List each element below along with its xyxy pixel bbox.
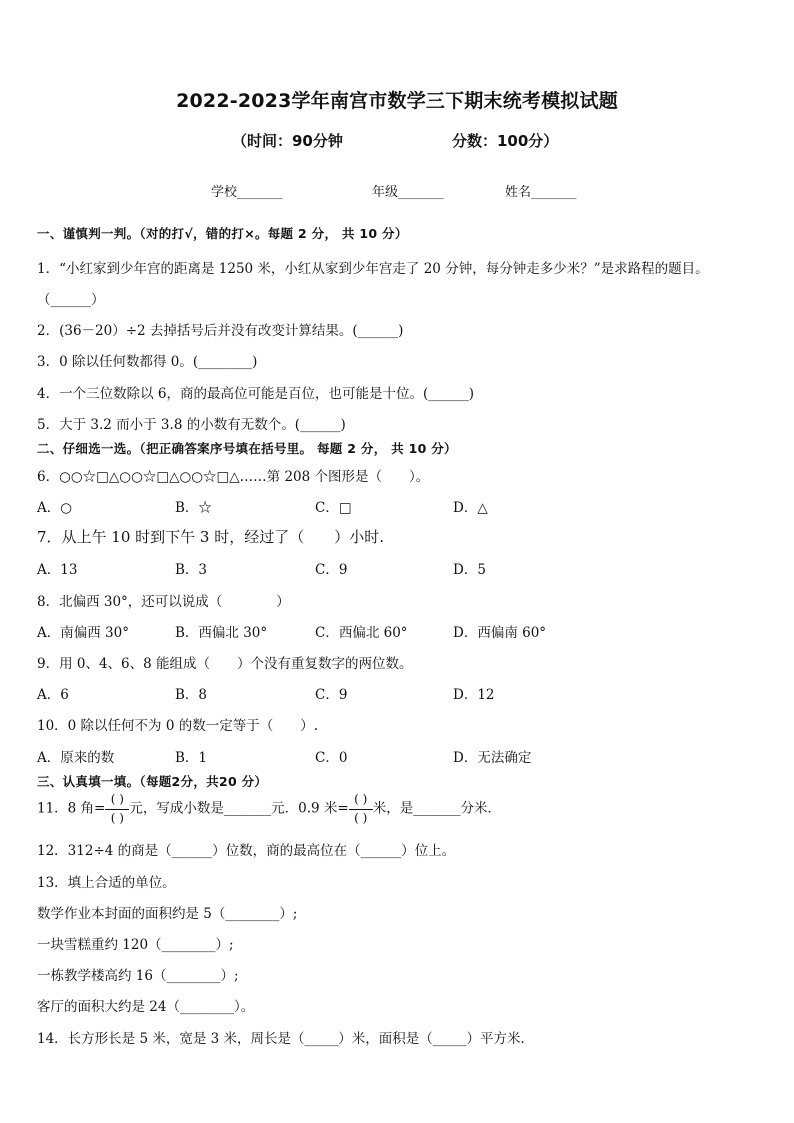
fraction-numerator: ( ): [110, 792, 124, 806]
q7-option-d: D．5: [453, 562, 486, 578]
section-1-heading: 一、谨慎判一判。（对的打√，错的打×。每题 2 分， 共 10 分）: [37, 226, 408, 241]
q9-option-a: A．6: [37, 687, 69, 703]
time-label: （时间：90分钟: [232, 132, 343, 150]
q10-option-b: B．1: [175, 750, 208, 766]
question-3: 3．0 除以任何数都得 0。(________): [37, 354, 258, 370]
fraction-denominator: ( ): [110, 811, 124, 825]
fraction-numerator: ( ): [354, 792, 368, 806]
q11-prefix: 11．8 角=: [37, 800, 106, 817]
school-field: 学校_______: [211, 185, 283, 200]
question-13c: 一栋教学楼高约 16（________）;: [37, 968, 239, 984]
fraction-bar: [105, 809, 129, 810]
q7-option-c: C．9: [315, 562, 348, 578]
question-13a: 数学作业本封面的面积约是 5（________）;: [37, 906, 298, 922]
question-1-blank: （______）: [37, 292, 105, 308]
page-title: 2022-2023学年南宫市数学三下期末统考模拟试题: [176, 90, 618, 112]
q11-fraction-1: [105, 792, 129, 826]
grade-field: 年级_______: [372, 185, 444, 200]
q11-fraction-2: [349, 792, 373, 826]
q9-option-c: C．9: [315, 687, 348, 703]
q10-option-a: A．原来的数: [37, 750, 115, 766]
question-8: 8．北偏西 30°，还可以说成（ ）: [37, 594, 290, 610]
question-13d: 客厅的面积大约是 24（________）。: [37, 999, 255, 1015]
q11-suffix: 米，是_______分米．: [372, 800, 501, 817]
question-7: 7．从上午 10 时到下午 3 时，经过了（ ）小时.: [37, 528, 385, 546]
q6-option-c: C．□: [315, 500, 352, 516]
q7-option-a: A．13: [37, 562, 78, 578]
fraction-bar: [349, 809, 373, 810]
question-14: 14．长方形长是 5 米，宽是 3 米，周长是（_____）米，面积是（_____）平方米．: [37, 1031, 535, 1047]
question-6: 6．○○☆□△○○☆□△○○☆□△……第 208 个图形是（ ）。: [37, 469, 430, 485]
q10-option-d: D．无法确定: [453, 750, 532, 766]
question-4: 4．一个三位数除以 6，商的最高位可能是百位，也可能是十位。(______): [37, 386, 475, 402]
q8-option-a: A．南偏西 30°: [37, 625, 129, 641]
section-2-heading: 二、仔细选一选。（把正确答案序号填在括号里。 每题 2 分， 共 10 分）: [37, 441, 457, 456]
section-3-heading: 三、认真填一填。（每题2分，共20 分）: [37, 774, 268, 789]
question-11: [37, 792, 501, 826]
q9-option-d: D．12: [453, 687, 495, 703]
q9-option-b: B．8: [175, 687, 208, 703]
fraction-denominator: ( ): [354, 811, 368, 825]
q8-option-b: B．西偏北 30°: [175, 625, 268, 641]
q6-option-b: B．☆: [175, 500, 212, 516]
question-9: 9．用 0、4、6、8 能组成（ ）个没有重复数字的两位数。: [37, 656, 413, 672]
q11-middle: 元，写成小数是_______元．0.9 米=: [129, 800, 349, 817]
q10-option-c: C．0: [315, 750, 348, 766]
question-1: 1．“小红家到少年宫的距离是 1250 米，小红从家到少年宫走了 20 分钟，每分钟走多少米？”是求路程的题目。: [37, 261, 709, 277]
question-2: 2．(36－20）÷2 去掉括号后并没有改变计算结果。(______): [37, 323, 404, 339]
question-13: 13．填上合适的单位。: [37, 875, 176, 891]
question-5: 5．大于 3.2 而小于 3.8 的小数有无数个。(______): [37, 417, 346, 433]
q8-option-d: D．西偏南 60°: [453, 625, 547, 641]
name-field: 姓名_______: [505, 185, 577, 200]
q8-option-c: C．西偏北 60°: [315, 625, 408, 641]
q6-option-d: D．△: [453, 500, 488, 516]
question-13b: 一块雪糕重约 120（________）;: [37, 937, 234, 953]
question-10: 10．0 除以任何不为 0 的数一定等于（ ）.: [37, 718, 319, 734]
q7-option-b: B．3: [175, 562, 208, 578]
q6-option-a: A．○: [37, 500, 73, 516]
score-label: 分数：100分）: [452, 132, 559, 150]
question-12: 12．312÷4 的商是（______）位数，商的最高位在（______）位上。: [37, 843, 456, 859]
